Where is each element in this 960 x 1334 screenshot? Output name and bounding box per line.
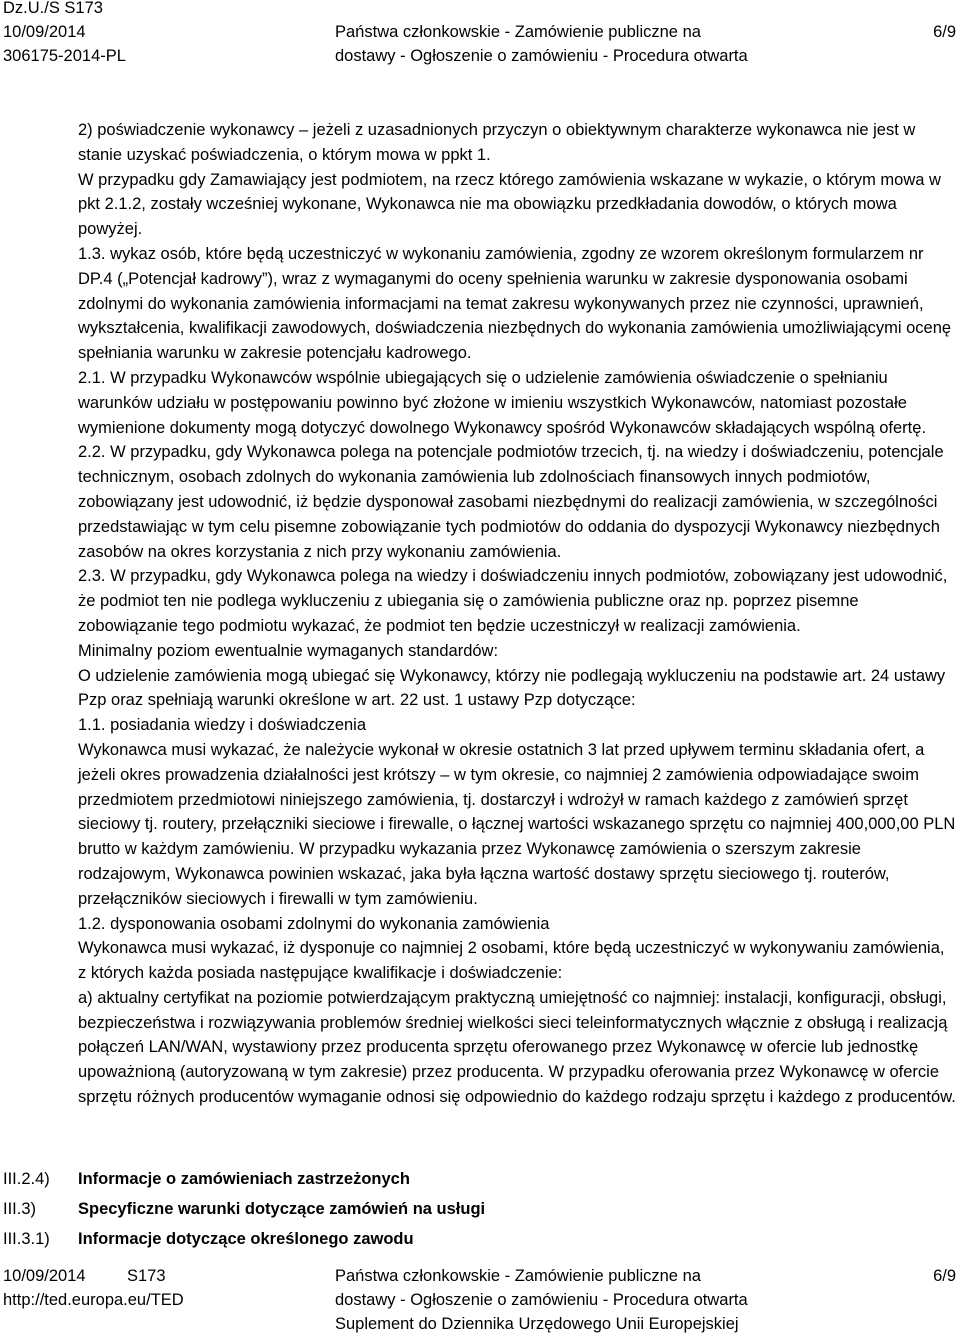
body-paragraph: 2.3. W przypadku, gdy Wykonawca polega na wiedzy i doświadczeniu innych podmiotów, zobowiązany jest udowodnić, że podmiot ten nie podlega wykluczeniu z ubiegania się o zamówienia publiczne oraz np. poprzez pisemne zobowiązanie tego podmiotu wykazać, że podmiot ten będzie uczestniczył w realizacji zamówienia. [78,567,948,635]
header-notice-id: 306175-2014-PL [3,47,126,65]
body-paragraph: 1.2. dysponowania osobami zdolnymi do wykonania zamówienia [78,914,550,933]
section-title: Informacje dotyczące określonego zawodu [78,1230,414,1248]
footer-date: 10/09/2014 [3,1267,86,1285]
body-paragraph: Wykonawca musi wykazać, że należycie wykonał w okresie ostatnich 3 lat przed upływem terminu składania ofert, a jeżeli okres prowadzenia działalności jest krótszy – w tym okresie, co najmniej 2 zamówienia odpowiadające swoim przedmiotem przedmiotowi niniejszego zamówienia, tj. dostarczył i wdrożył w ramach każdego z zamówień sprzęt sieciowy tj. routery, przełączniki sieciowe i firewalle, o łącznej wartości wskazanego sprzętu co najmniej 400,000,00 PLN brutto w każdym zamówieniu. W przypadku wykazania przez Wykonawcę zamówienia o szerszym zakresie rodzajowym, Wykonawca powinien wskazać, jaka była łączna wartość dostawy sprzętu sieciowego tj. routerów, przełączników sieciowych i firewalli w tym zamówieniu. [78,740,956,908]
header-title-line2: dostawy - Ogłoszenie o zamówieniu - Procedura otwarta [335,47,748,65]
main-body [78,118,956,1110]
footer-page-number: 6/9 [933,1267,956,1285]
body-paragraph: 2.2. W przypadku, gdy Wykonawca polega na potencjale podmiotów trzecich, tj. na wiedzy i doświadczeniu, potencjale technicznym, osobach zdolnych do wykonania zamówienia lub zdolnościach finansowych innych podmiotów, zobowiązany jest udowodnić, iż będzie dysponował zasobami niezbędnymi do realizacji zamówienia, w szczególności przedstawiając w tym celu pisemne zobowiązanie tych podmiotów do oddania do dyspozycji Wykonawcy niezbędnych zasobów na okres korzystania z nich przy wykonaniu zamówienia. [78,443,944,561]
body-paragraph: W przypadku gdy Zamawiający jest podmiotem, na rzecz którego zamówienia wskazane w wykazie, o którym mowa w pkt 2.1.2, zostały wcześniej wykonane, Wykonawca nie ma obowiązku przedkładania dowodów, o których mowa powyżej. [78,170,941,239]
footer-title-line1: Państwa członkowskie - Zamówienie publiczne na [335,1267,701,1285]
body-paragraph: Wykonawca musi wykazać, iż dysponuje co najmniej 2 osobami, które będą uczestniczyć w wykonywaniu zamówienia, z których każda posiada następujące kwalifikacje i doświadczenie: [78,939,945,983]
section-number: III.3) [3,1200,37,1218]
section-title: Specyficzne warunki dotyczące zamówień na usługi [78,1200,486,1218]
body-paragraph: Minimalny poziom ewentualnie wymaganych standardów: [78,641,499,660]
section-number: III.3.1) [3,1230,50,1248]
body-paragraph: a) aktualny certyfikat na poziomie potwierdzającym praktyczną umiejętność co najmniej: instalacji, konfiguracji, obsługi, bezpieczeństwa i rozwiązywania problemów średniej wielkości sieci teleinformatycznych włącznie z obsługą i realizacją połączeń LAN/WAN, wystawiony przez producenta sprzętu oferowanego przez Wykonawcę w ofercie lub jednostkę upoważnioną (autoryzowaną w tym zakresie) przez producenta. W przypadku oferowania przez Wykonawcę w ofercie sprzętu różnych producentów wymaganie odnosi się odpowiednio do każdego rodzaju sprzętu i każdego z producentów. [78,988,956,1107]
body-paragraph: 2) poświadczenie wykonawcy – jeżeli z uzasadnionych przyczyn o obiektywnym charakterze wykonawca nie jest w stanie uzyskać poświadczenia, o którym mowa w ppkt 1. [78,121,916,164]
header-title-line1: Państwa członkowskie - Zamówienie publiczne na [335,23,701,41]
body-paragraph: 1.3. wykaz osób, które będą uczestniczyć w wykonaniu zamówienia, zgodny ze wzorem określonym formularzem nr DP.4 („Potencjał kadrowy”), wraz z wymaganymi do oceny spełnienia warunku w zakresie dysponowania osobami zdolnymi do wykonania zamówienia informacjami na temat zakresu wykonywanych przez nie czynności, uprawnień, wykształcenia, kwalifikacji zawodowych, doświadczenia niezbędnych do wykonania zamówienia umożliwiającymi ocenę spełniania warunku w zakresie potencjału kadrowego. [78,244,952,363]
body-paragraph: 1.1. posiadania wiedzy i doświadczenia [78,716,367,735]
header-doc-ref: Dz.U./S S173 [3,0,103,17]
body-paragraph: O udzielenie zamówienia mogą ubiegać się Wykonawcy, którzy nie podlegają wykluczeniu na podstawie art. 24 ustawy Pzp oraz spełniają warunki określone w art. 22 ust. 1 ustawy Pzp dotyczące: [78,666,946,710]
footer-supplement: Suplement do Dziennika Urzędowego Unii Europejskiej [335,1315,739,1333]
header-page-number: 6/9 [933,23,956,41]
footer-issue: S173 [127,1267,166,1285]
footer-title-line2: dostawy - Ogłoszenie o zamówieniu - Procedura otwarta [335,1291,748,1309]
header-date: 10/09/2014 [3,23,86,41]
section-title: Informacje o zamówieniach zastrzeżonych [78,1170,410,1188]
footer-ted-link[interactable]: http://ted.europa.eu/TED [3,1291,184,1309]
section-number: III.2.4) [3,1170,50,1188]
body-paragraph: 2.1. W przypadku Wykonawców wspólnie ubiegających się o udzielenie zamówienia oświadczenie o spełnianiu warunków udziału w postępowaniu powinno być złożone w imieniu wszystkich Wykonawców, natomiast pozostałe wymienione dokumenty mogą dotyczyć dowolnego Wykonawcy spośród Wykonawców składających wspólną ofertę. [78,368,927,437]
